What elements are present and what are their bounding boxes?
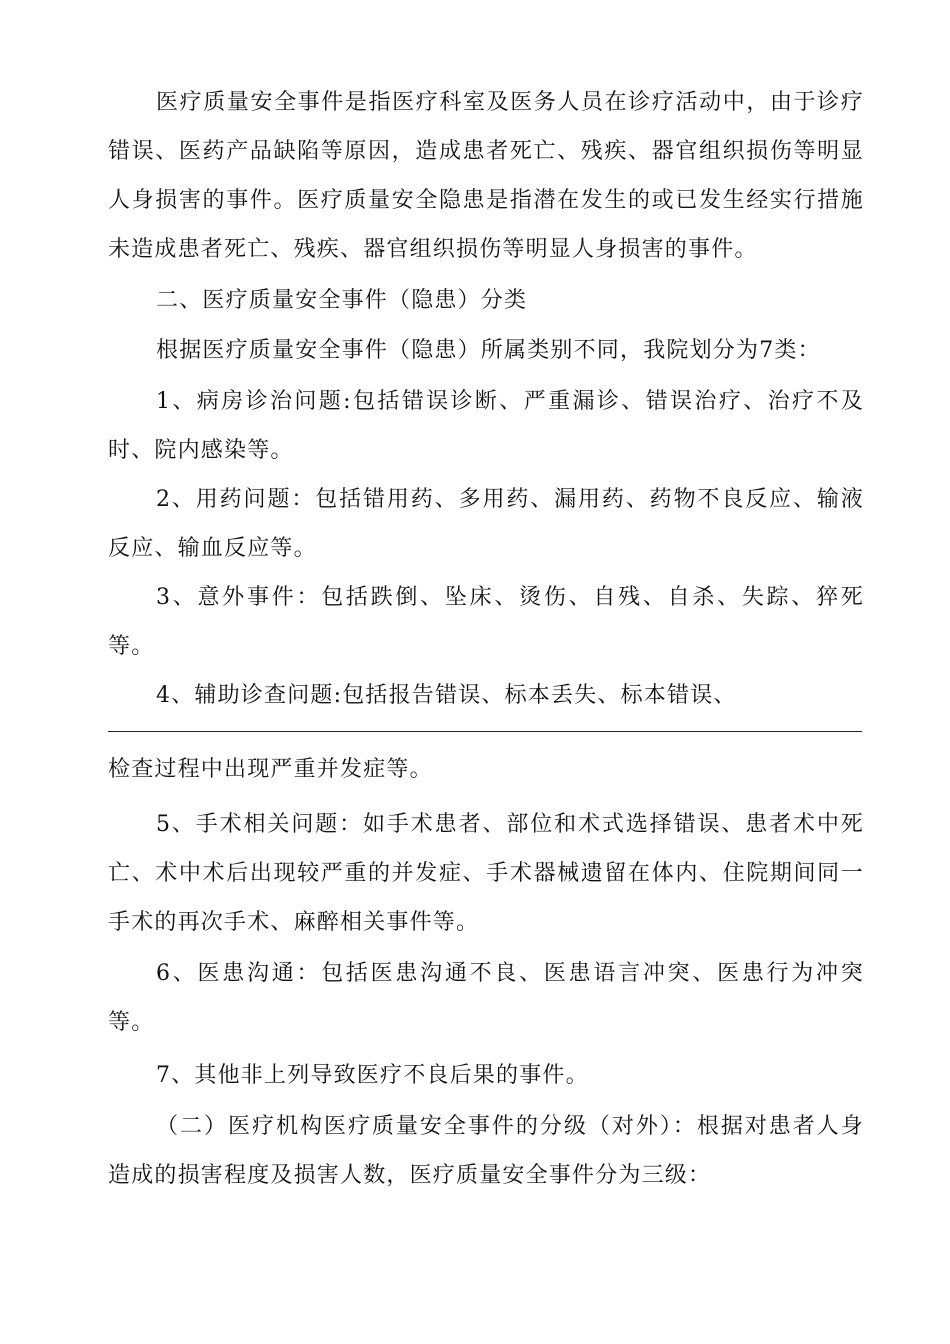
page-break-divider [108,731,862,732]
list-item-other: 7、其他非上列导致医疗不良后果的事件。 [156,1063,589,1088]
section-heading-classification: 二、医疗质量安全事件（隐患）分类 [156,288,528,313]
list-item-auxiliary-exam: 4、辅助诊查问题:包括报告错误、标本丢失、标本错误、 [156,683,737,708]
list-item-ward-diagnosis: 1、病房诊治问题:包括错误诊断、严重漏诊、错误治疗、治疗不及时、院内感染等。 [108,389,864,463]
paragraph-category-intro: 根据医疗质量安全事件（隐患）所属类别不同，我院划分为7类： [156,338,821,363]
list-item-accidents: 3、意外事件：包括跌倒、坠床、烫伤、自残、自杀、失踪、猝死等。 [108,585,864,659]
list-item-auxiliary-exam-continued: 检查过程中出现严重并发症等。 [108,757,433,782]
list-item-communication: 6、医患沟通：包括医患沟通不良、医患语言冲突、医患行为冲突等。 [108,961,864,1035]
list-item-medication: 2、用药问题：包括错用药、多用药、漏用药、药物不良反应、输液反应、输血反应等。 [108,487,864,561]
paragraph-definition: 医疗质量安全事件是指医疗科室及医务人员在诊疗活动中，由于诊疗错误、医药产品缺陷等原因，造成患者死亡、残疾、器官组织损伤等明显人身损害的事件。医疗质量安全隐患是指潜在发生的或已发生经实行措施未造成患者死亡、残疾、器官组织损伤等明显人身损害的事件。 [108,90,864,262]
paragraph-grading: （二）医疗机构医疗质量安全事件的分级（对外）：根据对患者人身造成的损害程度及损害人数，医疗质量安全事件分为三级： [108,1114,864,1188]
list-item-surgery: 5、手术相关问题：如手术患者、部位和术式选择错误、患者术中死亡、术中术后出现较严重的并发症、手术器械遗留在体内、住院期间同一手术的再次手术、麻醉相关事件等。 [108,812,864,935]
